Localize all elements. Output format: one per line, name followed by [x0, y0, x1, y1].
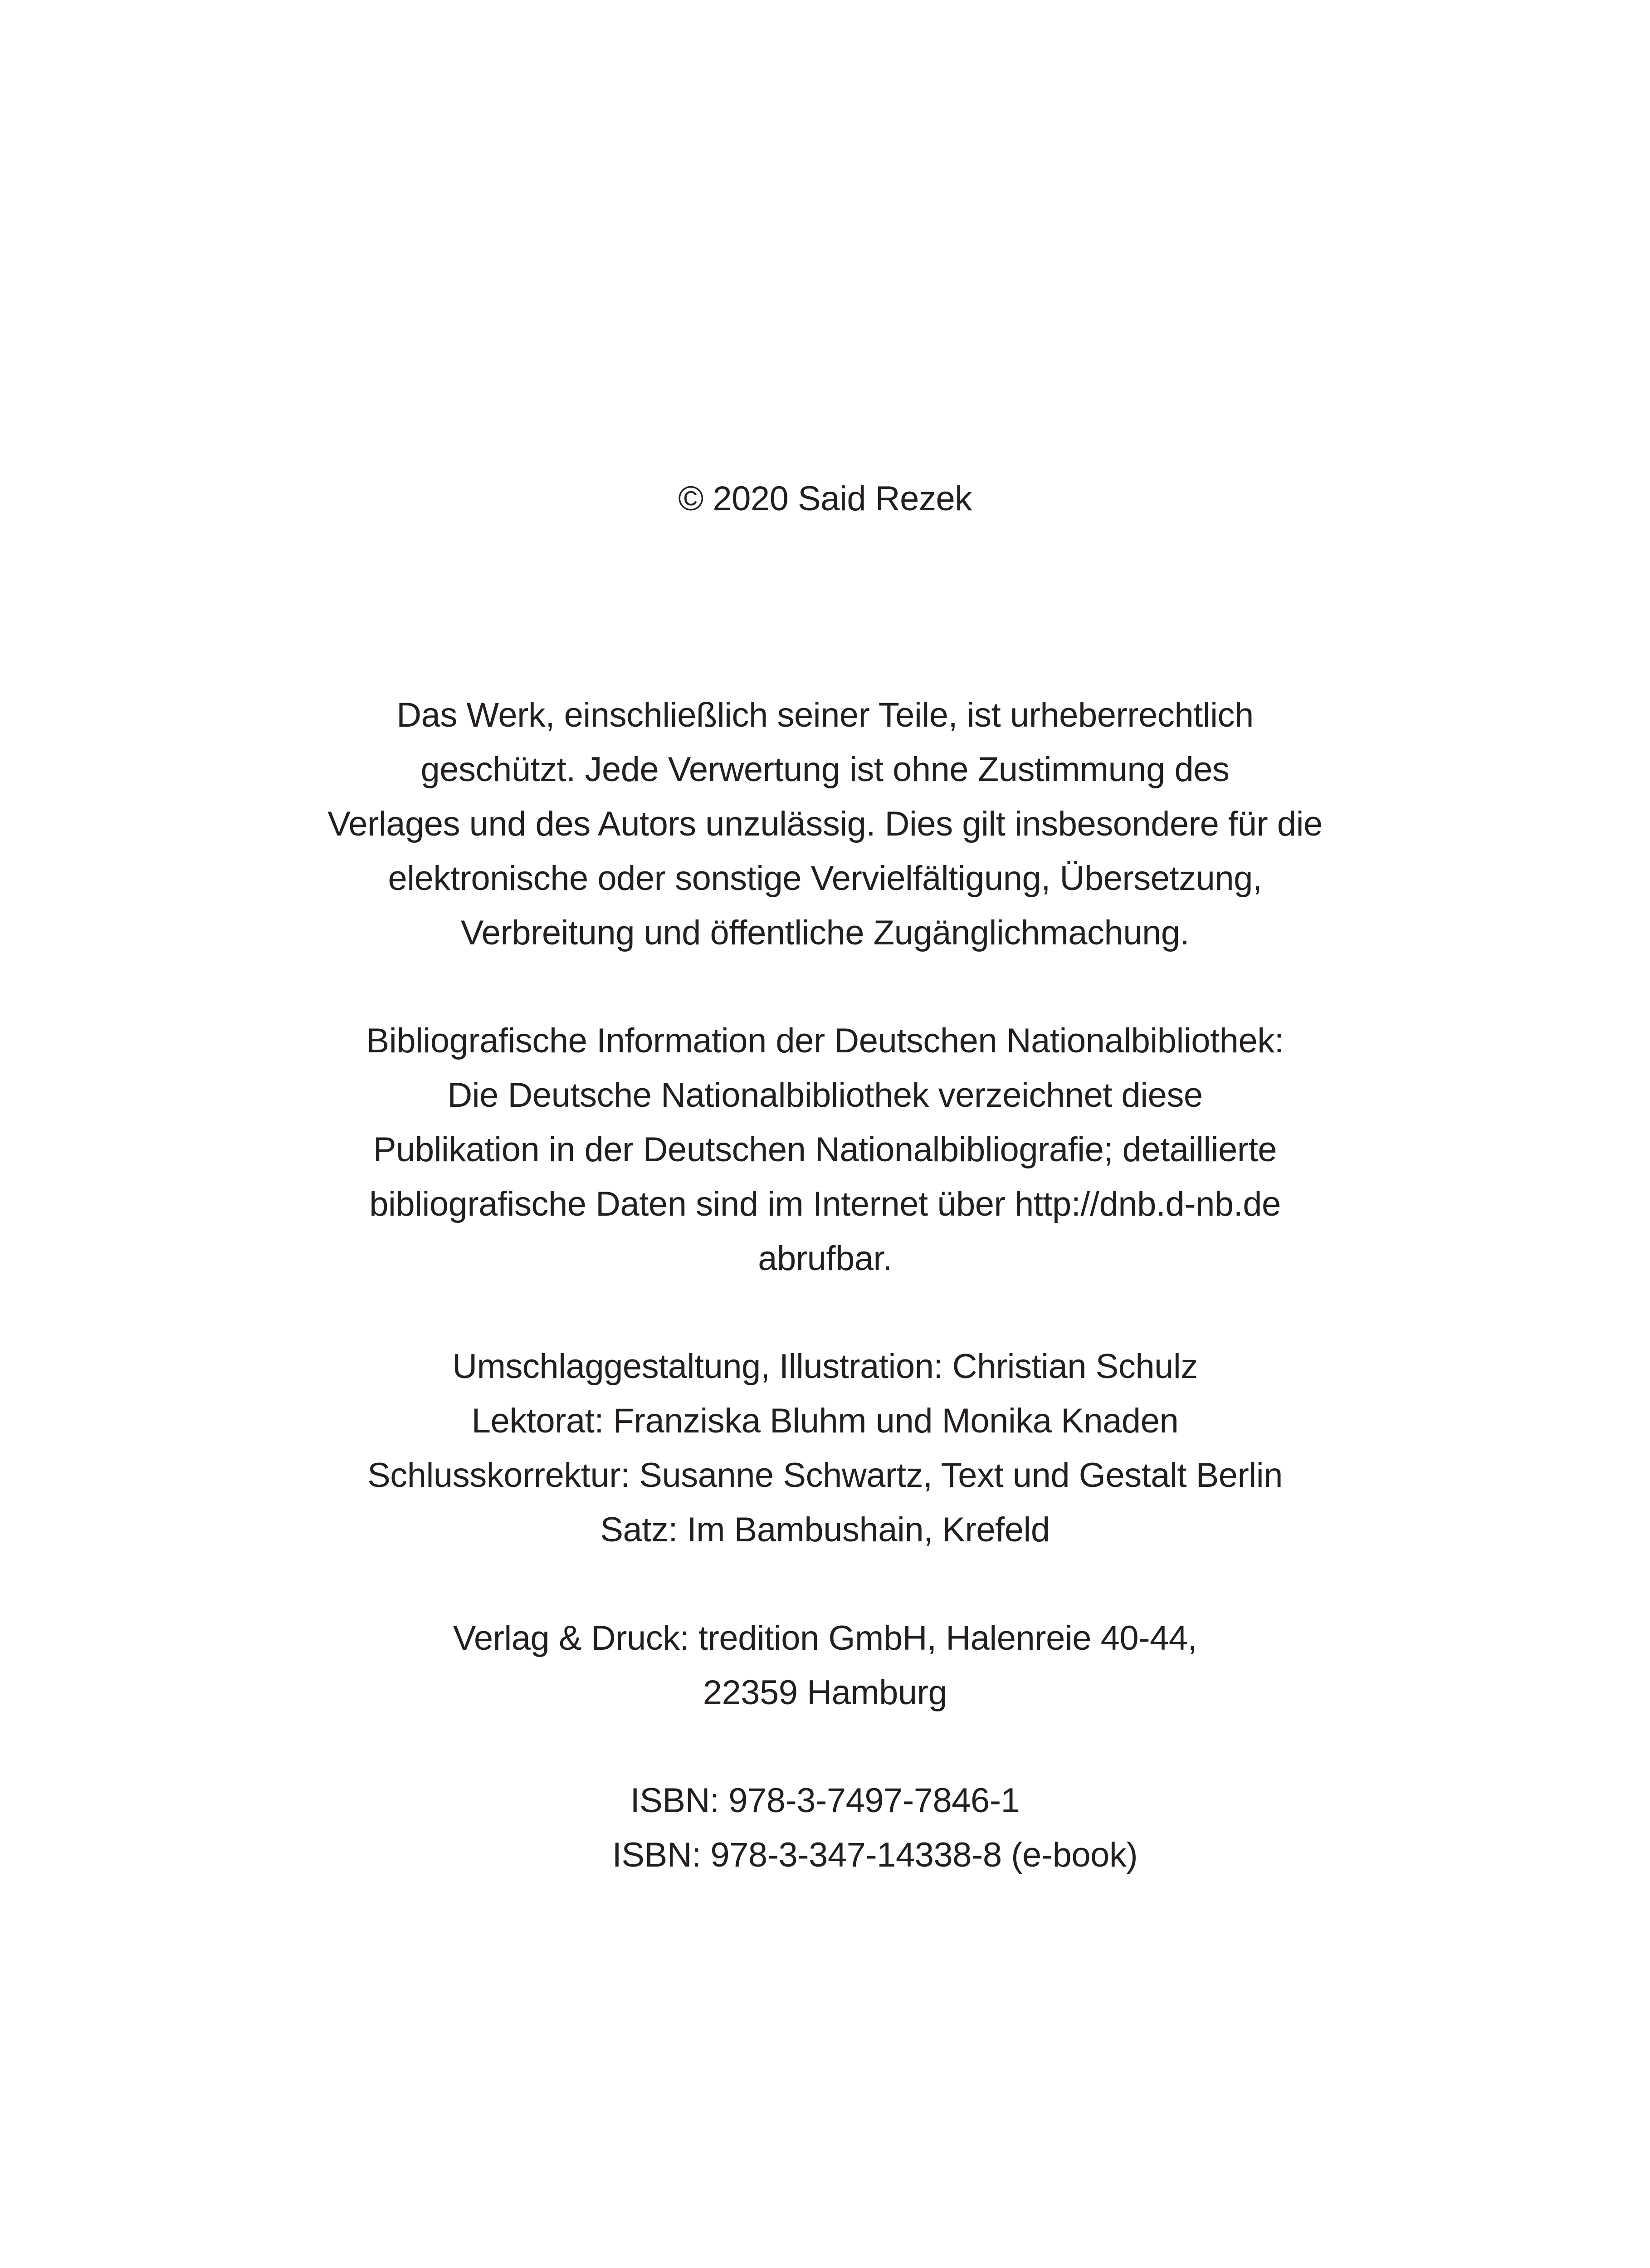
credits-line: Lektorat: Franziska Bluhm und Monika Knaden — [471, 1402, 1179, 1440]
isbn-print: ISBN: 978-3-7497-7846-1 — [630, 1781, 1020, 1820]
legal-notice-line: geschützt. Jede Verwertung ist ohne Zustimmung des — [420, 750, 1230, 789]
bibliographic-info-line: Publikation in der Deutschen Nationalbibliografie; detaillierte — [373, 1130, 1277, 1169]
bibliographic-info-line: Bibliografische Information der Deutschen Nationalbibliothek: — [366, 1022, 1284, 1060]
legal-notice-line: Verbreitung und öffentliche Zugänglichmachung. — [460, 914, 1190, 952]
legal-notice-line: elektronische oder sonstige Vervielfältigung, Übersetzung, — [388, 859, 1262, 898]
credits-line: Umschlaggestaltung, Illustration: Christian Schulz — [452, 1347, 1198, 1386]
publisher-line: 22359 Hamburg — [703, 1673, 947, 1712]
publisher-line: Verlag & Druck: tredition GmbH, Halenreie 40-44, — [453, 1619, 1197, 1657]
isbn-ebook: ISBN: 978-3-347-14338-8 (e-book) — [612, 1836, 1138, 1874]
legal-notice-line: Verlages und des Autors unzulässig. Dies gilt insbesondere für die — [327, 805, 1323, 843]
credits-line: Schlusskorrektur: Susanne Schwartz, Text und Gestalt Berlin — [367, 1456, 1283, 1495]
legal-notice-line: Das Werk, einschließlich seiner Teile, ist urheberrechtlich — [396, 696, 1254, 734]
bibliographic-info-line: abrufbar. — [758, 1239, 892, 1278]
bibliographic-info-line: bibliografische Daten sind im Internet über http://dnb.d-nb.de — [369, 1185, 1281, 1223]
credits-line: Satz: Im Bambushain, Krefeld — [600, 1510, 1050, 1549]
bibliographic-info-line: Die Deutsche Nationalbibliothek verzeichnet diese — [447, 1076, 1203, 1114]
copyright-line: © 2020 Said Rezek — [678, 479, 972, 518]
